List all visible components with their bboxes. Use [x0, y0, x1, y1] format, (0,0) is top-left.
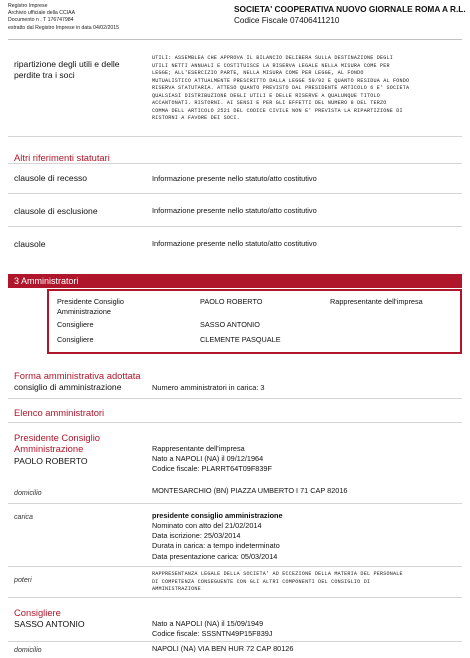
presidente-title: Presidente Consiglio Amministrazione	[14, 432, 100, 454]
header-line: estratto dal Registro Imprese in data 04/02/2015	[8, 24, 120, 31]
section-divider	[8, 597, 462, 598]
domicilio-label: domicilio	[14, 489, 42, 497]
text-line: DI COMPETENZA CONSEGUENTE CON GLI ALTRI COMPONENTI DEL CONSIGLIO DI	[152, 578, 371, 585]
section-bar-amministratori: 3 Amministratori	[8, 274, 462, 288]
forma-value: Numero amministratori in carica: 3	[152, 383, 265, 392]
clausole-value: Informazione presente nello statuto/atto costitutivo	[152, 239, 317, 248]
text-line: UTILI: ASSEMBLEA CHE APPROVA IL BILANCIO DELIBERA SULLA DESTINAZIONE DEGLI	[152, 55, 393, 61]
forma-title: Forma amministrativa adottata	[14, 370, 141, 381]
text-line: LEGGE; ALL'ESERCIZIO PARTE, NELLA MISURA COME PER LEGGE, AL FONDO	[152, 70, 364, 76]
header-divider	[8, 39, 462, 40]
header-line: Archivio ufficiale della CCIAA	[8, 10, 76, 17]
consigliere-domicilio: NAPOLI (NA) VIA BEN HUR 72 CAP 80126	[152, 644, 294, 653]
carica-title: presidente consiglio amministrazione	[152, 511, 283, 520]
consigliere-name: SASSO ANTONIO	[14, 619, 85, 629]
forma-label: consiglio di amministrazione	[14, 382, 122, 392]
box-extra-rappresentante: Rappresentante dell'impresa	[330, 297, 423, 306]
registry-header	[8, 3, 119, 32]
poteri-label: poteri	[14, 576, 32, 584]
box-name-sasso: SASSO ANTONIO	[200, 320, 260, 329]
header-line: Registro Imprese	[8, 3, 48, 9]
text-line: RISERVA STATUTARIA. ATTESO QUANTO PREVISTO DAL PRESIDENTE ARTICOLO 6 E' SOCIETA	[152, 85, 410, 91]
poteri-text	[152, 571, 464, 594]
section-divider	[8, 136, 462, 137]
company-name: SOCIETA' COOPERATIVA NUOVO GIORNALE ROMA A R.L.	[234, 4, 466, 14]
row-divider	[8, 193, 462, 194]
text-line: RAPPRESENTANZA LEGALE DELLA SOCIETA' AD ECCEZIONE DELLA MATERIA DEL PERSONALE	[152, 571, 403, 577]
elenco-title: Elenco amministratori	[14, 407, 105, 418]
carica-line: Data presentazione carica: 05/03/2014	[152, 551, 278, 561]
clausole-recesso-label: clausole di recesso	[14, 173, 88, 183]
section-divider	[8, 163, 462, 164]
clausole-esclusione-value: Informazione presente nello statuto/atto costitutivo	[152, 206, 317, 215]
box-name-paolo: PAOLO ROBERTO	[200, 297, 263, 306]
text-line: MUTUALISTICO ATTUALMENTE PRESCRITTO DALLA LEGGE 59/92 E QUANTO RESIDUA AL FONDO	[152, 77, 410, 84]
consigliere-info	[152, 619, 272, 639]
row-divider	[8, 226, 462, 227]
box-name-clemente: CLEMENTE PASQUALE	[200, 335, 281, 344]
text-line: ACCANTONATI. RISTORNI. AI SENSI E PER GLI EFFETTI DEL NUMERO 8 DEL TERZO	[152, 100, 387, 106]
consigliere-title: Consigliere	[14, 607, 61, 618]
info-line: Codice fiscale: PLARRT64T09F839F	[152, 464, 272, 474]
header-line: Documento n . T 176747984	[8, 17, 74, 24]
text-line: UTILI NETTI ANNUALI E COSTITUISCE LA RISERVA LEGALE NELLA MISURA COME PER	[152, 62, 390, 69]
ripartizione-label: ripartizione degli utili e delle perdite tra i soci	[14, 59, 120, 80]
clausole-esclusione-label: clausole di esclusione	[14, 206, 98, 216]
text-line: RISTORNI A FAVORE DEI SOCI.	[152, 115, 240, 121]
clausole-label: clausole	[14, 239, 46, 249]
clausole-recesso-value: Informazione presente nello statuto/atto costitutivo	[152, 174, 317, 183]
info-line: Rappresentante dell'impresa	[152, 444, 245, 453]
altri-title: Altri riferimenti statutari	[14, 152, 110, 163]
presidente-info	[152, 444, 272, 475]
text-line: COMMA DELL ARTICOLO 2521 DEL CODICE CIVILE NON E' PREVISTA LA RIPARTIZIONE DI	[152, 107, 403, 114]
section-divider	[8, 398, 462, 399]
carica-line: Nominato con atto del 21/02/2014	[152, 521, 262, 530]
info-line: Codice fiscale: SSSNTN49P15F839J	[152, 629, 273, 639]
info-line: Nato a NAPOLI (NA) il 09/12/1964	[152, 454, 264, 464]
row-divider	[8, 641, 462, 642]
section-divider	[8, 422, 462, 423]
text-line: QUALSIASI DISTRIBUZIONE DEGLI UTILI E DELLE RISERVE A QUALUNQUE TITOLO	[152, 92, 380, 99]
domicilio-label: domicilio	[14, 646, 42, 654]
row-divider	[8, 566, 462, 567]
row-divider	[8, 503, 462, 504]
ripartizione-text	[152, 55, 464, 123]
presidente-name: PAOLO ROBERTO	[14, 456, 88, 466]
carica-label: carica	[14, 513, 33, 521]
box-role-consigliere: Consigliere	[57, 320, 94, 329]
carica-line: Data iscrizione: 25/03/2014	[152, 531, 241, 541]
fiscal-code: Codice Fiscale 07406411210	[234, 16, 340, 25]
carica-line: Durata in carica: a tempo indeterminato	[152, 541, 280, 551]
box-role-presidente: Presidente Consiglio Amministrazione	[57, 297, 124, 316]
info-line: Nato a NAPOLI (NA) il 15/09/1949	[152, 619, 264, 628]
text-line: AMMINISTRAZIONE	[152, 586, 201, 592]
carica-details	[152, 521, 280, 562]
box-role-consigliere: Consigliere	[57, 335, 94, 344]
presidente-domicilio: MONTESARCHIO (BN) PIAZZA UMBERTO I 71 CAP 82016	[152, 486, 348, 495]
